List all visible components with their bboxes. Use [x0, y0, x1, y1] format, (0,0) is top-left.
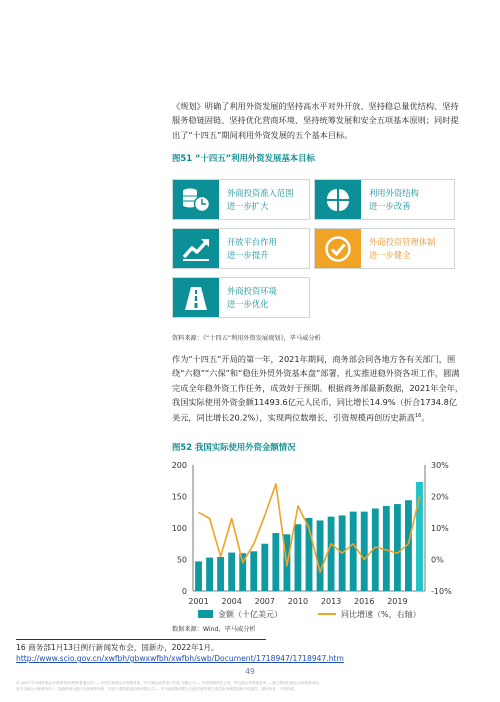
- footnote: [16, 642, 344, 664]
- road-icon: [173, 278, 219, 317]
- x-tick-label: 2010: [287, 597, 309, 606]
- chart-bar: [283, 534, 290, 591]
- rising-chart-icon: [173, 229, 219, 268]
- body-paragraph: [172, 352, 464, 425]
- chart-bar: [228, 553, 235, 591]
- chart-bar: [195, 561, 202, 591]
- chart-bar: [272, 533, 279, 591]
- chart-bar: [394, 504, 401, 591]
- legend-line-label: 同比增速（%，右轴）: [341, 610, 421, 619]
- chart-bar: [339, 515, 346, 591]
- x-tick-label: 2013: [320, 597, 342, 606]
- x-tick-label: 2001: [188, 597, 209, 606]
- figure52-title: 图52 我国实际使用外资金额情况: [172, 442, 296, 452]
- coins-clock-icon: [173, 180, 219, 219]
- chart-bar: [261, 544, 268, 591]
- chart-bar: [361, 512, 368, 591]
- legend-bar-label: 金额（十亿美元）: [218, 610, 282, 619]
- chart-growth-line: [199, 484, 420, 572]
- goal-card-line2: 进一步改善: [369, 201, 411, 212]
- footnote-text: 16 商务部1月13日例行新闻发布会，国新办，2022年1月。: [16, 643, 219, 652]
- page-number: 49: [245, 667, 255, 676]
- chart-bar: [250, 551, 257, 591]
- legal-notice: [16, 681, 486, 692]
- chart-bar: [295, 524, 302, 591]
- goal-card-line1: 外商投资环境: [227, 286, 277, 296]
- footnote-link[interactable]: http://www.scio.gov.cn/xwfbh/gbwxwfbh/xwfbh/swb/Document/1718947/1718947.htm: [16, 654, 344, 663]
- goal-card-line2: 进一步优化: [227, 299, 269, 310]
- goal-card-line2: 进一步提升: [227, 250, 269, 261]
- chart-bar: [217, 557, 224, 591]
- y-left-tick-label: 100: [171, 524, 187, 533]
- chart-bar: [350, 512, 357, 591]
- y-right-tick-label: 0%: [431, 555, 444, 565]
- y-right-tick-label: 30%: [431, 461, 449, 470]
- chart-bar: [372, 508, 379, 591]
- y-left-tick-label: 0: [181, 587, 187, 596]
- chart-bar: [306, 518, 313, 591]
- body-paragraph-end: 。: [421, 412, 430, 423]
- intro-paragraph: 《规划》明确了利用外资发展的坚持高水平对外开放、坚持稳总量优结构、坚持服务稳链固链、坚持优化营商环境、坚持统筹发展和安全五项基本原则；同时提出了“十四五”期间利用外资发展的五个基本目标。: [172, 101, 459, 140]
- chart-bar: [383, 506, 390, 591]
- goal-card-platform: [172, 228, 310, 269]
- y-left-tick-label: 150: [171, 492, 187, 502]
- goal-card-line1: 外商投资准入范围: [227, 188, 294, 198]
- y-right-tick-label: 20%: [431, 492, 449, 502]
- footnote-divider: [16, 639, 266, 640]
- goal-card-structure: [314, 179, 455, 220]
- goal-card-line1: 开放平台作用: [227, 237, 277, 247]
- figure51-title: 图51 “十四五”利用外资发展基本目标: [172, 153, 315, 163]
- check-circle-icon: [315, 229, 361, 268]
- goal-card-access-scope: [172, 179, 310, 220]
- x-tick-label: 2016: [354, 597, 375, 606]
- body-paragraph-text: 作为“十四五”开局的第一年，2021年期间，商务部会同各地方各有关部门，围绕“六稳”“六保”和“稳住外贸外资基本盘”部署，扎实推进稳外资各项工作，圆满完成全年稳外资工作任务，成效好于预期。根据商务部最新数据，2021年全年，我国实际使用外资金额11493.6亿元人民币，同比增长14.9%（折合1734.8亿美元，同比增长20.2%），实现两位数增长，引资规模再创历史新高: [172, 354, 464, 423]
- y-left-tick-label: 50: [176, 555, 187, 565]
- goal-card-line2: 进一步扩大: [227, 201, 269, 212]
- legal-line-1: © 2022 毕马威华振会计师事务所(特殊普通合伙) — 中国合伙制会计师事务所，毕马威企业咨询 (中国) 有限公司 — 中国有限责任公司，毕马威会计师事务所 — 澳门特别行政区合伙制事务所，: [16, 681, 323, 685]
- chart-bar: [405, 500, 412, 591]
- figure52-source: 数据来源：Wind，毕马威分析: [172, 626, 256, 633]
- chart-bar: [206, 558, 213, 591]
- chart-bar: [317, 520, 324, 591]
- chart-bar: [239, 553, 246, 591]
- legal-line-2: 及毕马威会计师事务所 — 香港特别行政区合伙制事务所，均是与英国私营担保有限公司 — 毕马威国际有限公司相关联的独立成员所全球性组织中的成员。版权所有，不得转载。: [16, 686, 298, 691]
- y-right-tick-label: -10%: [431, 587, 452, 596]
- figure51-source: 资料来源：《“十四五”利用外资发展规划》，毕马威分析: [172, 335, 321, 342]
- x-tick-label: 2019: [387, 597, 408, 606]
- goal-card-line2: 进一步健全: [369, 250, 411, 261]
- goal-card-line1: 利用外资结构: [369, 188, 419, 198]
- legend-bar-swatch: [198, 610, 213, 618]
- goal-card-environment: [172, 277, 310, 318]
- chart-bar: [328, 517, 335, 591]
- footnote-ref: 16: [414, 413, 422, 420]
- four-petal-icon: [315, 180, 361, 219]
- goal-card-management: [314, 228, 455, 269]
- chart-bar: [416, 482, 423, 591]
- y-right-tick-label: 10%: [431, 524, 449, 533]
- x-tick-label: 2007: [254, 597, 275, 606]
- y-left-tick-label: 200: [171, 461, 187, 470]
- goal-card-line1: 外商投资管理体制: [369, 237, 436, 247]
- x-tick-label: 2004: [221, 597, 242, 606]
